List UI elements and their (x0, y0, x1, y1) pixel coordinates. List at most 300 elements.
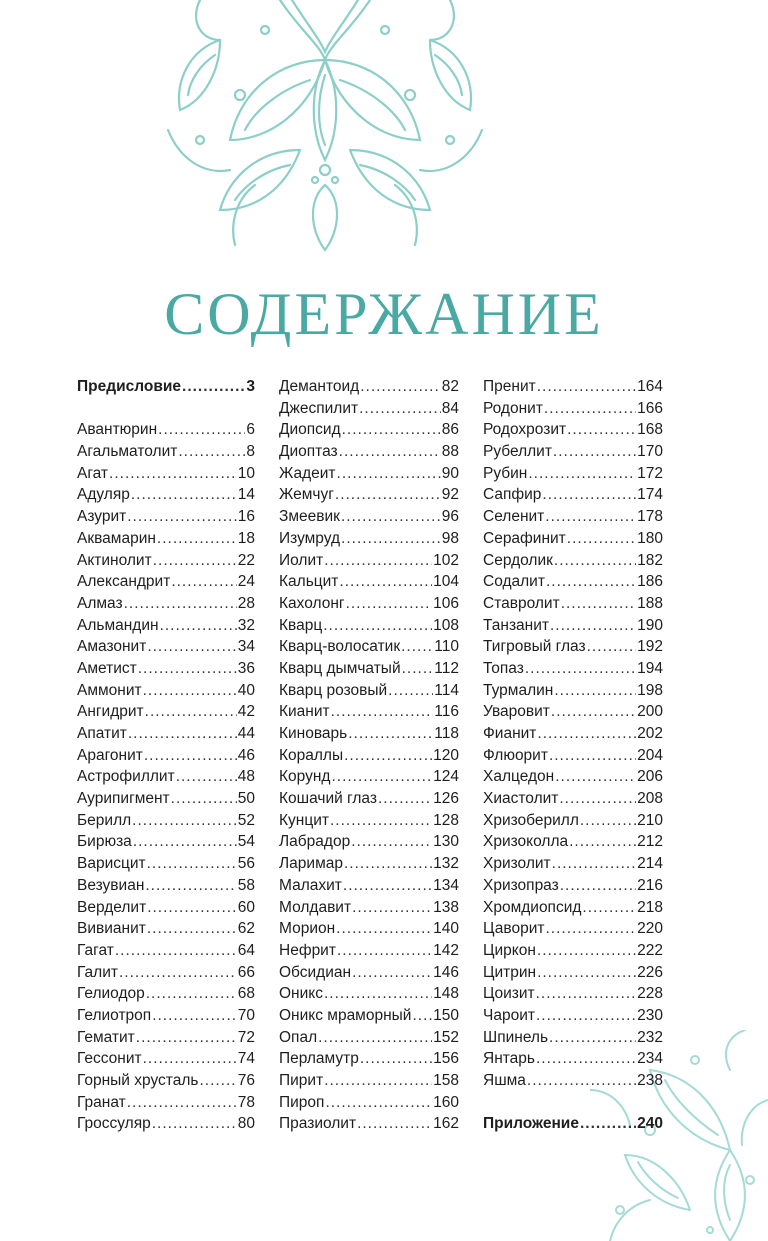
entry-page: 18 (237, 529, 255, 547)
toc-entry[interactable] (483, 680, 663, 702)
toc-entry[interactable] (483, 506, 663, 528)
entry-name: Цаворит (483, 920, 545, 938)
toc-entry[interactable] (279, 419, 459, 441)
leader-dots (115, 940, 237, 962)
toc-entry[interactable] (483, 419, 663, 441)
toc-entry[interactable] (483, 853, 663, 875)
toc-entry[interactable] (483, 528, 663, 550)
entry-page: 198 (637, 681, 663, 699)
entry-name: Турмалин (483, 681, 554, 699)
toc-entry[interactable] (279, 897, 459, 919)
entry-page: 164 (637, 378, 663, 395)
toc-entry[interactable] (77, 615, 255, 637)
leader-dots (550, 615, 636, 637)
leader-dots (537, 376, 636, 398)
entry-name: Горный хрусталь (77, 1072, 199, 1089)
leader-dots (324, 983, 432, 1005)
toc-entry[interactable] (77, 658, 255, 680)
leader-dots (551, 701, 636, 723)
toc-entry[interactable] (483, 701, 663, 723)
entry-page: 48 (237, 768, 255, 786)
entry-page: 74 (237, 1050, 255, 1068)
toc-entry[interactable] (279, 853, 459, 875)
entry-name: Адуляр (77, 486, 130, 504)
toc-entry-preface[interactable] (77, 376, 255, 398)
entry-name: Берилл (77, 811, 132, 829)
entry-page: 78 (237, 1093, 255, 1111)
entry-page: 212 (637, 833, 663, 851)
toc-entry[interactable] (483, 615, 663, 637)
entry-page: 182 (637, 551, 663, 569)
leader-dots (549, 745, 636, 767)
entry-page: 222 (637, 941, 663, 959)
leader-dots (132, 810, 237, 832)
toc-entry[interactable] (77, 506, 255, 528)
toc-entry[interactable] (77, 810, 255, 832)
leader-dots (124, 593, 237, 615)
toc-entry[interactable] (77, 571, 255, 593)
leader-dots (153, 550, 237, 572)
entry-page: 178 (637, 508, 663, 526)
entry-page: 132 (433, 855, 459, 873)
entry-page: 202 (637, 725, 663, 742)
toc-entry[interactable] (77, 897, 255, 919)
toc-entry[interactable] (279, 788, 459, 810)
entry-page: 90 (441, 464, 459, 482)
entry-page: 194 (637, 659, 663, 677)
toc-entry[interactable] (483, 810, 663, 832)
entry-page: 42 (237, 703, 255, 721)
leader-dots (549, 1027, 636, 1049)
entry-page: 188 (637, 594, 663, 612)
toc-entry[interactable] (279, 376, 459, 398)
leader-dots (324, 1070, 432, 1092)
entry-name: Иолит (279, 551, 324, 569)
entry-name: Варисцит (77, 855, 146, 873)
toc-entry[interactable] (77, 419, 255, 441)
entry-name: Джеспилит (279, 399, 359, 417)
entry-name: Корунд (279, 768, 331, 786)
leader-dots (339, 441, 441, 463)
entry-page: 110 (434, 638, 459, 656)
toc-entry[interactable] (77, 1113, 255, 1135)
toc-entry[interactable] (279, 918, 459, 940)
toc-entry[interactable] (279, 441, 459, 463)
leader-dots (352, 962, 432, 984)
toc-entry[interactable] (77, 484, 255, 506)
leader-dots (146, 983, 237, 1005)
toc-entry[interactable] (483, 376, 663, 398)
entry-name: Янтарь (483, 1050, 535, 1068)
toc-entry[interactable] (483, 441, 663, 463)
toc-entry[interactable] (77, 636, 255, 658)
toc-entry[interactable] (279, 875, 459, 897)
toc-entry[interactable] (77, 1027, 255, 1049)
leader-dots (178, 441, 245, 463)
entry-page: 104 (433, 573, 459, 591)
toc-entry[interactable] (279, 962, 459, 984)
leader-dots (580, 1113, 636, 1135)
toc-entry[interactable] (279, 636, 459, 658)
toc-entry[interactable] (483, 463, 663, 485)
leader-dots (330, 810, 432, 832)
leader-dots (542, 484, 636, 506)
toc-entry[interactable] (77, 831, 255, 853)
entry-page: 124 (433, 768, 459, 786)
entry-name: Кварц розовый (279, 681, 388, 699)
entry-name: Тигровый глаз (483, 638, 586, 656)
entry-name: Нефрит (279, 941, 336, 959)
leader-dots (145, 701, 237, 723)
toc-entry[interactable] (279, 1092, 459, 1114)
entry-page: 28 (237, 594, 255, 612)
entry-page: 160 (433, 1093, 459, 1111)
entry-page: 54 (237, 833, 255, 851)
leader-dots (337, 463, 441, 485)
entry-page: 126 (433, 790, 459, 808)
toc-entry[interactable] (483, 983, 663, 1005)
leader-dots (559, 788, 636, 810)
leader-dots (147, 897, 237, 919)
toc-entry[interactable] (483, 918, 663, 940)
toc-column-1 (77, 376, 255, 1135)
leader-dots (127, 506, 237, 528)
leader-dots (346, 593, 433, 615)
entry-page: 172 (637, 464, 663, 482)
entry-page: 116 (434, 703, 459, 721)
toc-entry[interactable] (77, 875, 255, 897)
toc-entry[interactable] (483, 1048, 663, 1070)
toc-entry[interactable] (279, 1005, 459, 1027)
toc-entry[interactable] (77, 788, 255, 810)
entry-name: Кианит (279, 703, 330, 721)
toc-entry[interactable] (483, 398, 663, 420)
toc-entry[interactable] (77, 701, 255, 723)
leader-dots (157, 528, 237, 550)
toc-entry[interactable] (483, 788, 663, 810)
entry-page: 76 (237, 1072, 255, 1089)
leader-dots (528, 463, 636, 485)
toc-entry[interactable] (483, 940, 663, 962)
leader-dots (145, 875, 236, 897)
toc-entry[interactable] (77, 528, 255, 550)
toc-entry[interactable] (279, 658, 459, 680)
toc-entry[interactable] (483, 766, 663, 788)
entry-page: 80 (237, 1115, 255, 1133)
entry-page: 86 (441, 421, 459, 439)
entry-name: Хризолит (483, 855, 551, 873)
entry-name: Демантоид (279, 378, 360, 395)
toc-entry[interactable] (77, 1092, 255, 1114)
leader-dots (182, 376, 245, 398)
toc-entry[interactable] (77, 593, 255, 615)
leader-dots (567, 528, 636, 550)
entry-name: Цитрин (483, 963, 537, 981)
leader-dots (344, 853, 432, 875)
toc-entry[interactable] (77, 983, 255, 1005)
entry-name: Гагат (77, 941, 114, 959)
leader-dots (537, 723, 636, 745)
leader-dots (412, 1005, 432, 1027)
leader-dots (143, 1048, 237, 1070)
entry-name: Кварц-волосатик (279, 638, 401, 656)
entry-name: Ларимар (279, 855, 343, 873)
entry-page: 220 (637, 920, 663, 938)
entry-page: 150 (433, 1006, 459, 1024)
entry-page: 102 (433, 551, 459, 569)
entry-name: Гелиотроп (77, 1006, 152, 1024)
entry-name: Агальматолит (77, 443, 178, 461)
entry-page: 8 (246, 443, 255, 461)
toc-entry[interactable] (279, 506, 459, 528)
entry-name: Яшма (483, 1072, 526, 1089)
entry-name: Изумруд (279, 529, 341, 547)
entry-page: 60 (237, 898, 255, 916)
toc-entry[interactable] (279, 940, 459, 962)
leader-dots (147, 918, 237, 940)
entry-page: 44 (237, 725, 255, 742)
toc-entry[interactable] (77, 962, 255, 984)
toc-column-2 (279, 376, 459, 1135)
entry-name: Празиолит (279, 1115, 357, 1133)
entry-name: Рубеллит (483, 443, 552, 461)
entry-page: 56 (237, 855, 255, 873)
entry-page: 3 (246, 378, 255, 395)
toc-entry[interactable] (279, 1048, 459, 1070)
toc-entry[interactable] (77, 1070, 255, 1092)
entry-page: 70 (237, 1006, 255, 1024)
toc-list (483, 376, 663, 1092)
leader-dots (525, 658, 636, 680)
entry-page: 114 (434, 681, 459, 699)
leader-dots (352, 897, 432, 919)
entry-page: 68 (237, 985, 255, 1003)
leader-dots (360, 1048, 432, 1070)
entry-name: Фианит (483, 725, 537, 742)
toc-entry-appendix[interactable] (483, 1113, 663, 1135)
leader-dots (160, 615, 237, 637)
leader-dots (537, 962, 636, 984)
toc-entry[interactable] (279, 701, 459, 723)
toc-entry[interactable] (279, 680, 459, 702)
entry-name: Авантюрин (77, 421, 158, 439)
toc-entry[interactable] (279, 615, 459, 637)
leader-dots (536, 1005, 636, 1027)
leader-dots (171, 788, 237, 810)
entry-page: 226 (637, 963, 663, 981)
leader-dots (553, 441, 636, 463)
entry-page: 156 (433, 1050, 459, 1068)
toc-entry[interactable] (279, 745, 459, 767)
floral-ornament-top (160, 0, 490, 262)
entry-name: Везувиан (77, 876, 145, 894)
leader-dots (133, 831, 237, 853)
toc-entry[interactable] (77, 940, 255, 962)
entry-name: Жемчуг (279, 486, 334, 504)
toc-entry[interactable] (483, 831, 663, 853)
leader-dots (348, 723, 433, 745)
entry-name: Опал (279, 1028, 318, 1046)
leader-dots (339, 571, 432, 593)
toc-entry[interactable] (483, 723, 663, 745)
entry-name: Кальцит (279, 573, 339, 591)
entry-name: Кунцит (279, 811, 329, 829)
leader-dots (537, 940, 636, 962)
entry-page: 40 (237, 681, 255, 699)
entry-name: Цоизит (483, 985, 535, 1003)
toc-entry[interactable] (77, 853, 255, 875)
toc-column-3 (483, 376, 663, 1135)
leader-dots (378, 788, 432, 810)
toc-entry[interactable] (279, 723, 459, 745)
entry-name: Диопсид (279, 421, 341, 439)
entry-name: Родохрозит (483, 421, 567, 439)
leader-dots (119, 962, 237, 984)
entry-name: Гессонит (77, 1050, 142, 1068)
entry-page: 112 (434, 659, 459, 677)
toc-entry[interactable] (483, 484, 663, 506)
toc-entry[interactable] (279, 1027, 459, 1049)
leader-dots (341, 506, 441, 528)
entry-name: Селенит (483, 508, 545, 526)
toc-entry[interactable] (279, 983, 459, 1005)
leader-dots (343, 875, 432, 897)
toc-entry[interactable] (483, 745, 663, 767)
entry-name: Гранат (77, 1093, 126, 1111)
entry-page: 158 (433, 1072, 459, 1089)
toc-entry[interactable] (279, 593, 459, 615)
entry-page: 228 (637, 985, 663, 1003)
entry-name: Предисловие (77, 378, 182, 395)
entry-page: 82 (441, 378, 459, 395)
toc-entry[interactable] (77, 1048, 255, 1070)
entry-page: 208 (637, 790, 663, 808)
entry-name: Ставролит (483, 594, 560, 612)
entry-page: 234 (637, 1050, 663, 1068)
toc-entry[interactable] (279, 398, 459, 420)
toc-entry[interactable] (77, 680, 255, 702)
toc-entry[interactable] (483, 636, 663, 658)
entry-name: Аурипигмент (77, 790, 170, 808)
entry-name: Хризоколла (483, 833, 569, 851)
entry-page: 92 (441, 486, 459, 504)
entry-name: Пирит (279, 1072, 324, 1089)
toc-entry[interactable] (77, 463, 255, 485)
toc-entry[interactable] (483, 1005, 663, 1027)
entry-page: 152 (433, 1028, 459, 1046)
entry-name: Сапфир (483, 486, 542, 504)
entry-name: Топаз (483, 659, 524, 677)
toc-entry[interactable] (483, 897, 663, 919)
entry-name: Танзанит (483, 616, 549, 634)
toc-entry[interactable] (77, 1005, 255, 1027)
entry-page: 128 (433, 811, 459, 829)
toc-entry[interactable] (483, 1027, 663, 1049)
entry-name: Сердолик (483, 551, 553, 569)
toc-entry[interactable] (483, 593, 663, 615)
toc-entry[interactable] (279, 810, 459, 832)
entry-name: Аммонит (77, 681, 142, 699)
leader-dots (324, 550, 432, 572)
toc-entry[interactable] (279, 766, 459, 788)
entry-name: Шпинель (483, 1028, 549, 1046)
entry-page: 118 (434, 725, 459, 742)
entry-name: Перламутр (279, 1050, 359, 1068)
entry-name: Бирюза (77, 833, 132, 851)
toc-entry[interactable] (77, 745, 255, 767)
leader-dots (152, 1005, 237, 1027)
toc-list (279, 376, 459, 1135)
leader-dots (138, 658, 237, 680)
toc-entry[interactable] (279, 550, 459, 572)
entry-name: Вивианит (77, 920, 146, 938)
toc-entry[interactable] (77, 918, 255, 940)
leader-dots (567, 419, 636, 441)
leader-dots (401, 636, 433, 658)
leader-dots (331, 701, 434, 723)
leader-dots (552, 853, 636, 875)
entry-name: Рубин (483, 464, 528, 482)
toc-entry[interactable] (279, 1070, 459, 1092)
toc-entry[interactable] (279, 463, 459, 485)
entry-page: 96 (441, 508, 459, 526)
toc-entry[interactable] (77, 550, 255, 572)
toc-entry[interactable] (483, 1070, 663, 1092)
entry-page: 98 (441, 529, 459, 547)
leader-dots (147, 853, 237, 875)
toc-entry[interactable] (279, 831, 459, 853)
leader-dots (357, 1113, 432, 1135)
entry-page: 206 (637, 768, 663, 786)
leader-dots (546, 918, 637, 940)
toc-entry[interactable] (483, 962, 663, 984)
leader-dots (136, 1027, 237, 1049)
entry-name: Пренит (483, 378, 536, 395)
toc-entry[interactable] (483, 571, 663, 593)
leader-dots (131, 484, 237, 506)
toc-entry[interactable] (483, 550, 663, 572)
leader-dots (536, 1048, 636, 1070)
toc-entry[interactable] (483, 658, 663, 680)
entry-page: 190 (637, 616, 663, 634)
toc-list (77, 419, 255, 1135)
entry-name: Киноварь (279, 725, 348, 742)
entry-page: 120 (433, 746, 459, 764)
toc-entry[interactable] (279, 484, 459, 506)
entry-page: 148 (433, 985, 459, 1003)
entry-name: Кварц дымчатый (279, 659, 401, 677)
entry-name: Апатит (77, 725, 127, 742)
toc-entry[interactable] (279, 528, 459, 550)
toc-entry[interactable] (77, 723, 255, 745)
toc-entry[interactable] (77, 766, 255, 788)
entry-name: Аквамарин (77, 529, 156, 547)
entry-page: 52 (237, 811, 255, 829)
toc-entry[interactable] (279, 571, 459, 593)
toc-entry[interactable] (279, 1113, 459, 1135)
entry-name: Малахит (279, 876, 342, 894)
leader-dots (336, 918, 432, 940)
leader-dots (561, 593, 636, 615)
entry-name: Астрофиллит (77, 768, 175, 786)
leader-dots (144, 745, 237, 767)
entry-page: 84 (441, 399, 459, 417)
entry-page: 174 (637, 486, 663, 504)
entry-name: Уваровит (483, 703, 550, 721)
toc-entry[interactable] (77, 441, 255, 463)
toc-entry[interactable] (483, 875, 663, 897)
entry-page: 166 (637, 399, 663, 417)
